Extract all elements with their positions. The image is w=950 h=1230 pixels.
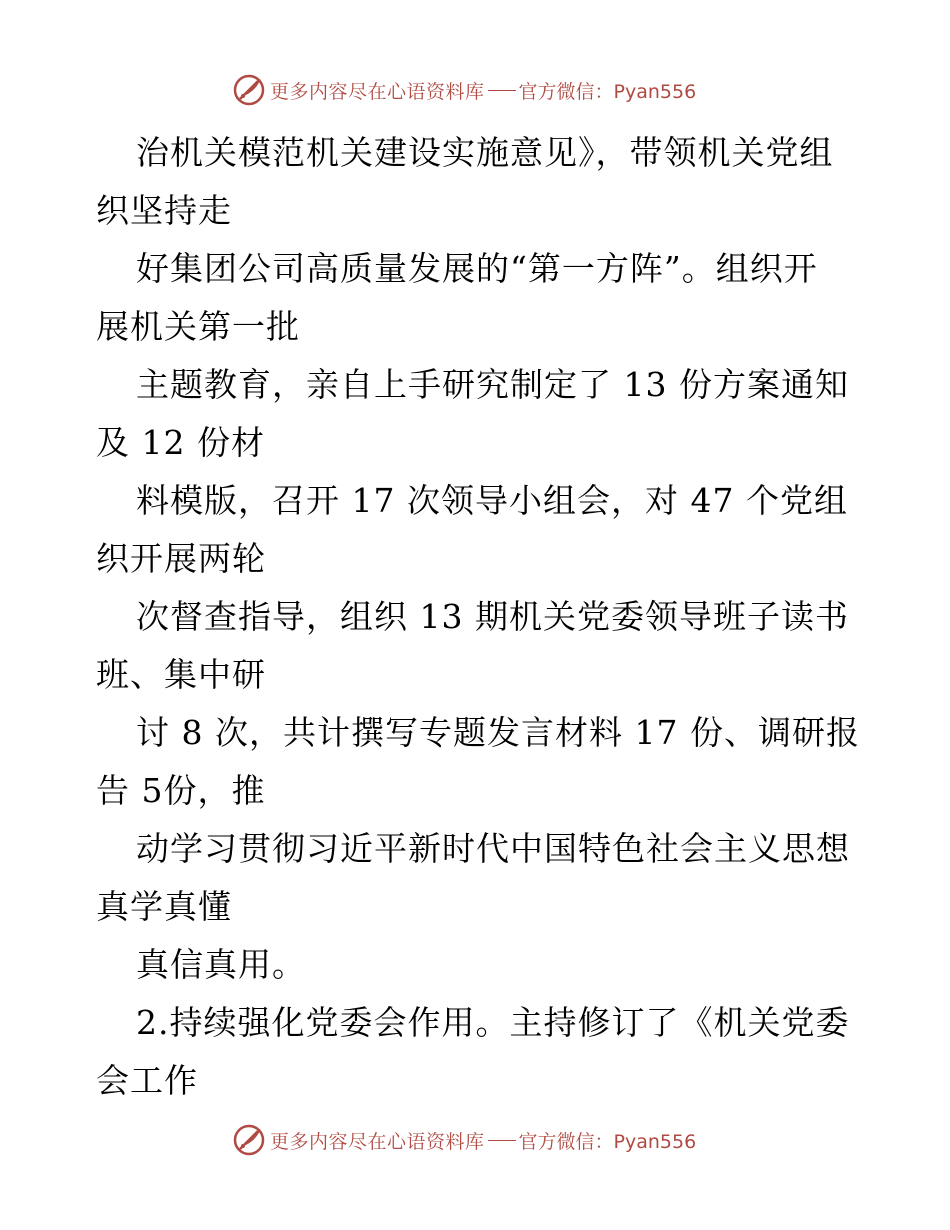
watermark-wechat: 官方微信：Pyan556 <box>518 1130 697 1153</box>
watermark-header <box>232 70 696 110</box>
watermark-wechat: 官方微信：Pyan556 <box>518 80 697 103</box>
body-line: 及 12 份材 <box>96 423 265 462</box>
body-line: 织坚持走 <box>96 191 232 230</box>
watermark-dash <box>488 90 516 91</box>
body-line: 次督查指导，组织 13 期机关党委领导班子读书 <box>136 597 849 636</box>
watermark-text: 更多内容尽在心语资料库 <box>270 1130 485 1153</box>
body-line: 班、集中研 <box>96 655 266 694</box>
watermark-footer <box>232 1120 696 1160</box>
body-line: 真学真懂 <box>96 887 232 926</box>
body-line: 织开展两轮 <box>96 539 266 578</box>
quill-logo-icon <box>232 73 266 107</box>
body-line: 料模版，召开 17 次领导小组会，对 47 个党组 <box>136 481 848 520</box>
body-line: 真信真用。 <box>136 945 306 984</box>
quill-logo-icon <box>232 1123 266 1157</box>
body-line: 讨 8 次，共计撰写专题发言材料 17 份、调研报 <box>136 713 860 752</box>
body-line: 治机关模范机关建设实施意见》，带领机关党组 <box>136 133 834 172</box>
watermark-dash <box>488 1140 516 1141</box>
body-line: 动学习贯彻习近平新时代中国特色社会主义思想 <box>136 829 850 868</box>
body-line: 会工作 <box>96 1061 198 1100</box>
watermark-text: 更多内容尽在心语资料库 <box>270 80 485 103</box>
body-line: 好集团公司高质量发展的“第一方阵”。组织开 <box>136 249 818 288</box>
body-line: 告 5份，推 <box>96 771 266 810</box>
body-line: 展机关第一批 <box>96 307 300 346</box>
body-line: 2.持续强化党委会作用。主持修订了《机关党委 <box>136 1003 850 1042</box>
document-body <box>96 124 866 1110</box>
body-line: 主题教育，亲自上手研究制定了 13 份方案通知 <box>136 365 849 404</box>
